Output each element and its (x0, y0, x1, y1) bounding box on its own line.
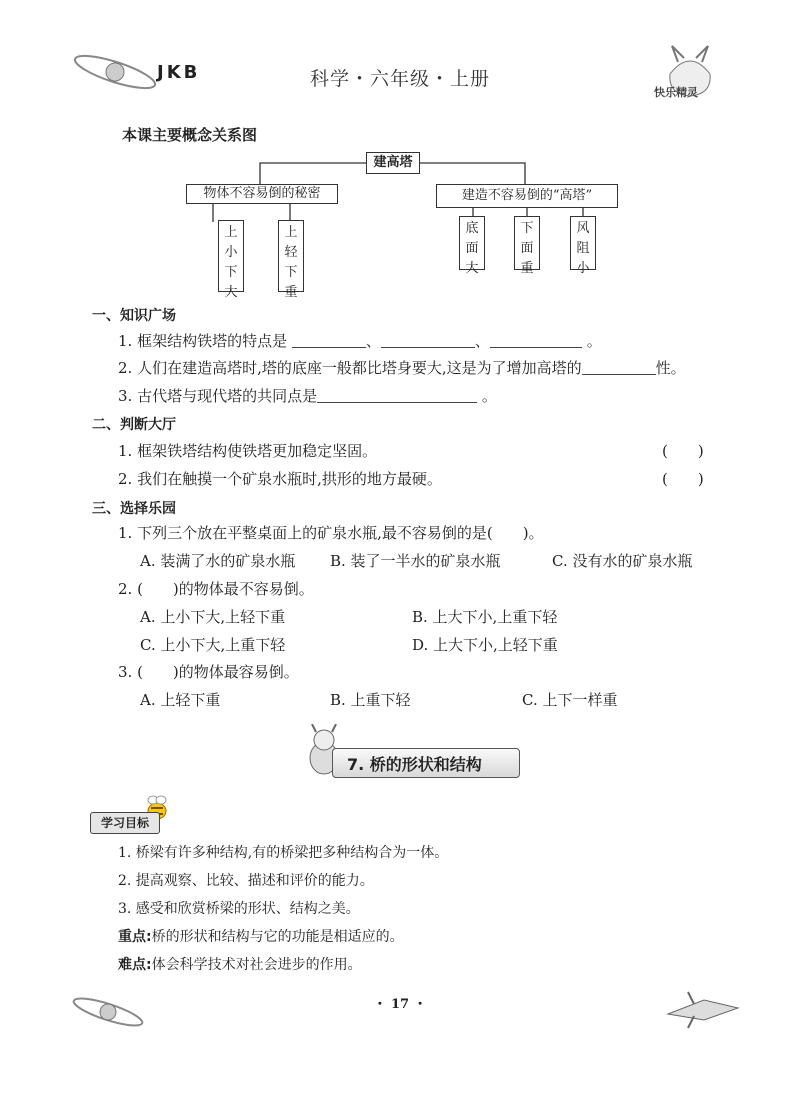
logo-text: 快乐精灵 (654, 86, 698, 99)
judge-item: 1. 框架铁塔结构使铁塔更加稳定坚固。 (118, 442, 378, 460)
answer-blank[interactable] (582, 373, 656, 375)
question-line: 2. 人们在建造高塔时,塔的底座一般都比塔身要大,这是为了增加高塔的 性。 (118, 359, 686, 377)
choice-option[interactable]: C. 没有水的矿泉水瓶 (552, 552, 693, 570)
answer-blank[interactable] (292, 346, 366, 348)
choice-question: 3. ( )的物体最容易倒。 (118, 663, 299, 681)
choice-option[interactable]: B. 上重下轻 (330, 691, 411, 709)
concept-map-heading: 本课主要概念关系图 (122, 126, 258, 144)
section-title: 二、判断大厅 (92, 417, 176, 433)
section-title: 三、选择乐园 (92, 501, 176, 517)
lesson-banner: 7. 桥的形状和结构 (332, 748, 520, 778)
concept-leaf: 上轻下重 (278, 220, 304, 292)
page-number: ・ 17 ・ (373, 997, 427, 1012)
brand-logo: JKB (157, 62, 201, 83)
choice-option[interactable]: C. 上下一样重 (522, 691, 618, 709)
choice-option[interactable]: A. 上轻下重 (140, 691, 221, 709)
question-line: 3. 古代塔与现代塔的共同点是 。 (118, 387, 497, 405)
concept-leaf: 底面大 (459, 216, 485, 270)
section-title: 一、知识广场 (92, 308, 176, 324)
planet-ring-icon (68, 990, 148, 1034)
concept-root: 建高塔 (366, 152, 420, 174)
spaceship-icon (664, 990, 744, 1030)
choice-option[interactable]: B. 装了一半水的矿泉水瓶 (330, 552, 501, 570)
choice-question: 2. ( )的物体最不容易倒。 (118, 580, 314, 598)
choice-question: 1. 下列三个放在平整桌面上的矿泉水瓶,最不容易倒的是( )。 (118, 524, 544, 542)
concept-right-node: 建造不容易倒的“高塔” (436, 184, 618, 208)
goal-item: 1. 桥梁有许多种结构,有的桥梁把多种结构合为一体。 (118, 845, 449, 861)
choice-option[interactable]: A. 装满了水的矿泉水瓶 (140, 552, 296, 570)
key-point: 重点:桥的形状和结构与它的功能是相适应的。 (118, 929, 404, 945)
page-header-title: 科学・六年级・上册 (309, 68, 490, 90)
choice-option[interactable]: D. 上大下小,上轻下重 (412, 636, 558, 654)
answer-paren[interactable]: ( ) (662, 442, 704, 460)
question-line: 1. 框架结构铁塔的特点是 、 、 。 (118, 332, 602, 350)
choice-option[interactable]: C. 上小下大,上重下轻 (140, 636, 286, 654)
answer-blank[interactable] (317, 401, 477, 403)
choice-option[interactable]: A. 上小下大,上轻下重 (140, 608, 286, 626)
answer-blank[interactable] (381, 346, 475, 348)
goals-tag: 学习目标 (90, 812, 160, 834)
concept-leaf: 上小下大 (218, 220, 244, 292)
goal-item: 2. 提高观察、比较、描述和评价的能力。 (118, 873, 374, 889)
choice-option[interactable]: B. 上大下小,上重下轻 (412, 608, 558, 626)
judge-item: 2. 我们在触摸一个矿泉水瓶时,拱形的地方最硬。 (118, 470, 442, 488)
answer-paren[interactable]: ( ) (662, 470, 704, 488)
answer-blank[interactable] (490, 346, 582, 348)
goal-item: 3. 感受和欣赏桥梁的形状、结构之美。 (118, 901, 360, 917)
difficulty-point: 难点:体会科学技术对社会进步的作用。 (118, 957, 362, 973)
concept-map-connectors (0, 0, 800, 300)
concept-left-node: 物体不容易倒的秘密 (186, 184, 338, 204)
concept-leaf: 下面重 (514, 216, 540, 270)
concept-leaf: 风阻小 (570, 216, 596, 270)
